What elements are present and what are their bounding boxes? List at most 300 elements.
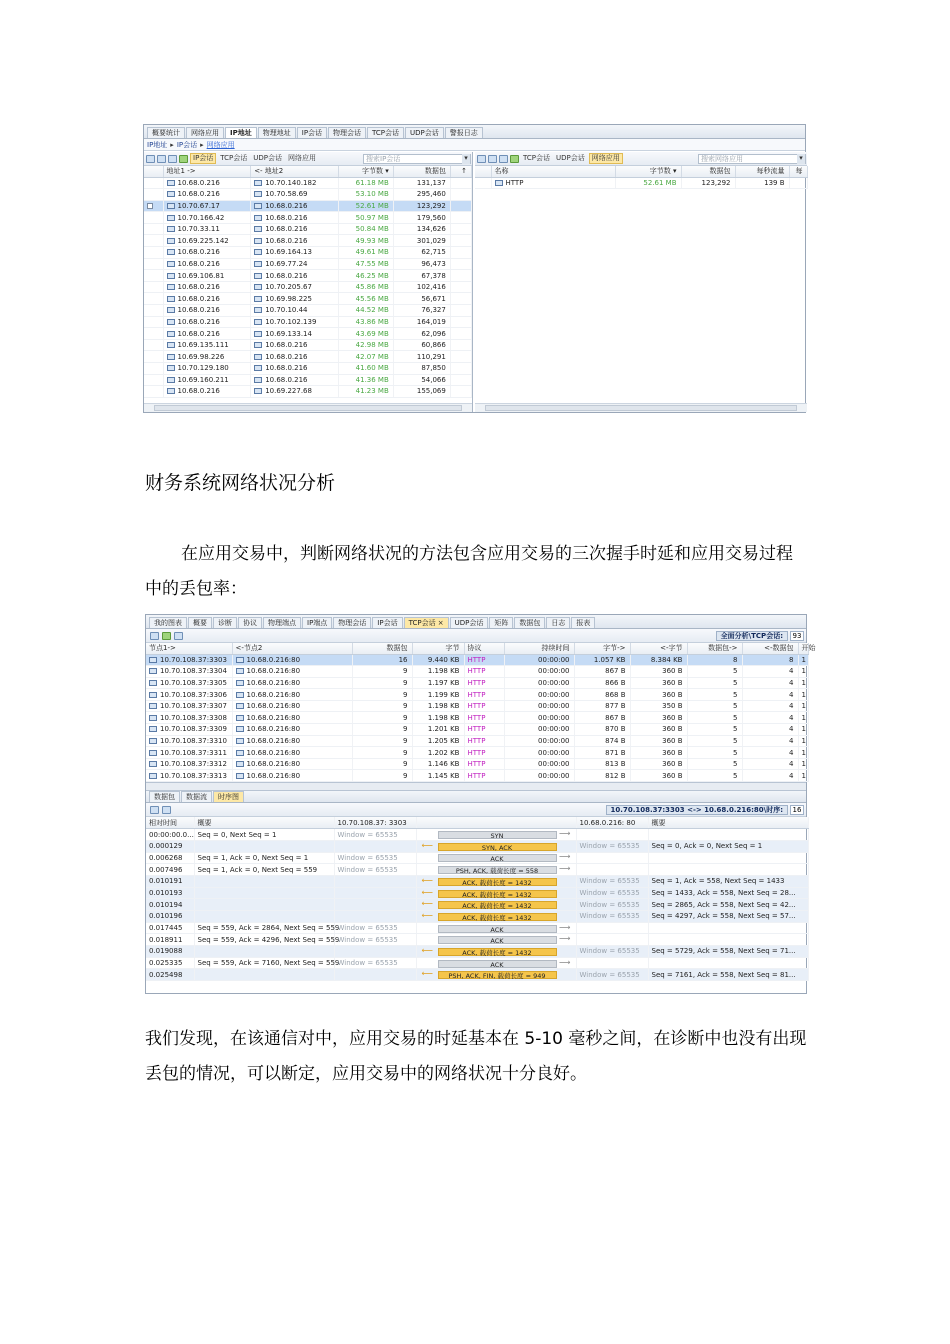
arrow-cell: [416, 899, 576, 911]
table-cell: [574, 689, 630, 701]
cell-text: 1.198 KB: [427, 667, 460, 676]
table-row[interactable]: [146, 689, 808, 701]
cell-text: 10.68.0.216: [265, 236, 308, 245]
table-row[interactable]: [146, 666, 808, 678]
tab[interactable]: 数据包: [514, 617, 545, 628]
column-header[interactable]: 每: [789, 166, 807, 177]
relative-time: 0.019088: [146, 946, 194, 958]
flow-header-cell: 10.68.0.216: 80: [576, 817, 648, 829]
flow-count: 16: [790, 805, 804, 815]
cell-text: 00:00:00: [538, 736, 570, 745]
row-checkbox-cell[interactable]: [144, 189, 163, 201]
cell-text: HTTP: [467, 713, 486, 722]
tab[interactable]: 矩阵: [489, 617, 513, 628]
left-window: [334, 875, 416, 887]
filter-icon[interactable]: [477, 155, 486, 163]
refresh-icon[interactable]: [174, 632, 183, 640]
arrow-cell: [416, 840, 576, 852]
table-cell: [232, 770, 352, 782]
flow-row[interactable]: [146, 887, 808, 899]
checkbox-icon[interactable]: [147, 203, 153, 209]
options-icon[interactable]: [168, 155, 177, 163]
tab[interactable]: UDP会话: [450, 617, 489, 628]
tab[interactable]: 协议: [238, 617, 262, 628]
empty-cell: [450, 351, 471, 363]
column-header[interactable]: <- 地址2: [251, 166, 339, 177]
table-row[interactable]: [146, 712, 808, 724]
flow-row[interactable]: [146, 957, 808, 969]
network-node-icon: [254, 296, 262, 302]
search-input[interactable]: 搜索IP会话 ▾: [363, 154, 471, 164]
table-row[interactable]: [144, 328, 472, 340]
table-row[interactable]: [144, 363, 472, 375]
green-icon[interactable]: [510, 155, 519, 163]
table-row[interactable]: [144, 258, 472, 270]
cell-text: 53.10 MB: [355, 190, 389, 199]
column-header[interactable]: ↑: [450, 166, 471, 177]
table-row[interactable]: [144, 177, 472, 189]
tab[interactable]: UDP会话: [405, 127, 444, 138]
relative-time: 0.006268: [146, 852, 194, 864]
row-checkbox-cell[interactable]: [144, 281, 163, 293]
table-cell: [798, 654, 808, 666]
cell-text: 1.198 KB: [427, 713, 460, 722]
right-summary: Seq = 1, Ack = 558, Next Seq = 1433: [648, 875, 808, 887]
cell-text: 8: [789, 655, 794, 664]
lower-tab[interactable]: 数据包: [149, 791, 180, 802]
cell-text: 47.55 MB: [355, 259, 389, 268]
arrow-cell: [416, 911, 576, 923]
flow-header-cell: 概要: [648, 817, 808, 829]
options-icon[interactable]: [499, 155, 508, 163]
breadcrumb-item[interactable]: IP地址: [147, 141, 168, 149]
cell-text: 60,866: [421, 341, 446, 350]
cell-text: 1.057 KB: [593, 655, 626, 664]
cell-text: 10.68.0.216:80: [246, 771, 301, 780]
table-cell: [163, 316, 251, 328]
cell-text: 10.68.0.216: [177, 294, 220, 303]
column-header[interactable]: 字节数 ▾: [338, 166, 393, 177]
column-header[interactable]: 协议: [464, 643, 504, 654]
table-cell: [464, 677, 504, 689]
network-node-icon: [167, 284, 175, 290]
toolbar-button[interactable]: IP会话: [190, 153, 216, 164]
tab[interactable]: 物理端点: [263, 617, 301, 628]
arrow-cell: [416, 969, 576, 981]
table-row[interactable]: [144, 189, 472, 201]
flow-row[interactable]: [146, 911, 808, 923]
cell-text: 10.69.227.68: [265, 387, 312, 396]
tab[interactable]: IP端点: [302, 617, 332, 628]
cell-text: 56,671: [421, 294, 446, 303]
cell-text: 9: [403, 760, 408, 769]
table-row[interactable]: [144, 386, 472, 398]
cell-text: 870 B: [605, 725, 626, 734]
column-header[interactable]: 数据包->: [687, 643, 742, 654]
table-cell: [798, 747, 808, 759]
table-row[interactable]: [144, 200, 472, 212]
cell-text: 10.70.108.37:3306: [160, 690, 227, 699]
refresh-icon[interactable]: [162, 806, 171, 814]
column-header[interactable]: 数据包: [681, 166, 735, 177]
network-node-icon: [254, 388, 262, 394]
row-checkbox-cell[interactable]: [144, 200, 163, 212]
tab[interactable]: TCP会话: [367, 127, 404, 138]
table-cell: [393, 351, 450, 363]
empty-cell: [450, 386, 471, 398]
row-checkbox-cell[interactable]: [144, 212, 163, 224]
table-row[interactable]: [144, 247, 472, 259]
toolbar-button[interactable]: 网络应用: [589, 153, 623, 164]
cell-text: 9: [403, 702, 408, 711]
table-cell: [338, 328, 393, 340]
row-checkbox-cell[interactable]: [144, 339, 163, 351]
network-node-icon: [167, 319, 175, 325]
table-cell: [232, 712, 352, 724]
table-row[interactable]: [144, 316, 472, 328]
breadcrumb-item[interactable]: 网络应用: [206, 141, 235, 149]
left-summary: [194, 887, 334, 899]
cell-text: 1: [801, 760, 806, 769]
row-checkbox-cell[interactable]: [144, 363, 163, 375]
flow-row[interactable]: [146, 852, 808, 864]
cell-text: 41.36 MB: [355, 375, 389, 384]
table-row[interactable]: [144, 212, 472, 224]
tab[interactable]: 我的图表: [149, 617, 187, 628]
table-cell: [574, 712, 630, 724]
cell-text: 52.61 MB: [643, 178, 677, 187]
network-node-icon: [149, 692, 157, 698]
row-checkbox-cell[interactable]: [144, 258, 163, 270]
tab[interactable]: 概要: [188, 617, 212, 628]
flow-row[interactable]: [146, 899, 808, 911]
table-row[interactable]: [146, 758, 808, 770]
cell-text: 155,069: [416, 387, 446, 396]
table-cell: [630, 666, 687, 678]
cell-text: 164,019: [416, 317, 446, 326]
empty-cell: [450, 374, 471, 386]
network-node-icon: [236, 715, 244, 721]
network-node-icon: [254, 284, 262, 290]
table-row[interactable]: [475, 177, 807, 189]
table-cell: [146, 747, 232, 759]
tab[interactable]: IP会话: [297, 127, 327, 138]
row-checkbox-cell[interactable]: [144, 374, 163, 386]
cell-text: 61.18 MB: [355, 178, 389, 187]
row-checkbox-cell[interactable]: [144, 351, 163, 363]
cell-text: 1: [801, 702, 806, 711]
network-node-icon: [236, 750, 244, 756]
list-icon[interactable]: [150, 632, 159, 640]
table-cell: [338, 316, 393, 328]
left-summary: Seq = 559, Ack = 4296, Next Seq = 559: [194, 934, 334, 946]
network-node-icon: [236, 668, 244, 674]
column-header[interactable]: 持续时间: [504, 643, 574, 654]
cell-text: 9.440 KB: [427, 655, 460, 664]
relative-time: 0.010196: [146, 911, 194, 923]
arrow-right-icon: [420, 853, 573, 862]
cell-text: 4: [789, 736, 794, 745]
table-row[interactable]: [144, 293, 472, 305]
tab[interactable]: 报表: [571, 617, 595, 628]
network-node-icon: [167, 354, 175, 360]
row-checkbox-cell[interactable]: [144, 316, 163, 328]
empty-cell: [450, 177, 471, 189]
horizontal-scrollbar[interactable]: [475, 403, 807, 412]
table-row[interactable]: [146, 700, 808, 712]
network-node-icon: [167, 342, 175, 348]
table-cell: [464, 689, 504, 701]
table-row[interactable]: [144, 374, 472, 386]
table-row[interactable]: [144, 281, 472, 293]
cell-text: 5: [733, 760, 738, 769]
packet-label: ⟵ ACK, 载荷长度 = 1432: [438, 948, 557, 956]
toolbar-button[interactable]: 网络应用: [288, 154, 317, 162]
splitter[interactable]: [146, 782, 806, 791]
table-cell: [163, 305, 251, 317]
table-cell: [393, 223, 450, 235]
tab[interactable]: 诊断: [213, 617, 237, 628]
tab[interactable]: 物理会话: [328, 127, 366, 138]
top-tab-bar: [146, 615, 806, 629]
table-cell: [393, 293, 450, 305]
search-input[interactable]: 搜索网络应用 ▾: [698, 154, 806, 164]
cell-text: 10.68.0.216:80: [246, 713, 301, 722]
right-window: [576, 864, 648, 876]
arrow-cell: [416, 922, 576, 934]
arrow-left-icon: [420, 912, 573, 921]
left-summary: [194, 875, 334, 887]
flow-row[interactable]: [146, 946, 808, 958]
cell-text: 10.68.0.216: [265, 364, 308, 373]
table-cell: [251, 386, 339, 398]
network-node-icon: [236, 657, 244, 663]
green-icon[interactable]: [179, 155, 188, 163]
cell-text: 10.68.0.216: [177, 248, 220, 257]
table-cell: [504, 712, 574, 724]
toolbar-button[interactable]: TCP会话: [523, 154, 550, 162]
row-checkbox-cell[interactable]: [144, 247, 163, 259]
tab[interactable]: 概要统计: [147, 127, 185, 138]
table-cell: [163, 235, 251, 247]
row-checkbox-cell[interactable]: [144, 386, 163, 398]
arrow-left-icon: [420, 970, 573, 979]
arrow-cell: [416, 829, 576, 841]
row-checkbox-cell[interactable]: [144, 305, 163, 317]
column-header[interactable]: 数据包: [352, 643, 412, 654]
left-summary: [194, 969, 334, 981]
filter-icon[interactable]: [146, 155, 155, 163]
column-header[interactable]: 开始: [798, 643, 808, 654]
breadcrumb-item[interactable]: IP会话: [176, 141, 198, 149]
cell-text: 00:00:00: [538, 760, 570, 769]
table-cell: [464, 666, 504, 678]
tab[interactable]: 警报日志: [445, 127, 483, 138]
table-row[interactable]: [144, 351, 472, 363]
table-cell: [393, 316, 450, 328]
cell-text: 10.69.77.24: [265, 259, 308, 268]
filter-icon[interactable]: [150, 806, 159, 814]
toolbar-button[interactable]: UDP会话: [555, 154, 585, 162]
flow-row[interactable]: [146, 875, 808, 887]
table-row[interactable]: [146, 724, 808, 736]
table-cell: [574, 666, 630, 678]
cell-text: 10.70.108.37:3311: [160, 748, 227, 757]
cell-text: 42.98 MB: [355, 341, 389, 350]
column-header[interactable]: 节点1->: [146, 643, 232, 654]
cell-text: 00:00:00: [538, 678, 570, 687]
cell-text: 52.61 MB: [355, 201, 389, 210]
view-icon[interactable]: [157, 155, 166, 163]
table-cell: [491, 177, 615, 189]
column-header[interactable]: <-数据包: [742, 643, 798, 654]
view-icon[interactable]: [488, 155, 497, 163]
table-row[interactable]: [144, 270, 472, 282]
arrow-left-icon: [420, 900, 573, 909]
cell-text: 00:00:00: [538, 690, 570, 699]
table-cell: [163, 200, 251, 212]
tab[interactable]: 网络应用: [186, 127, 224, 138]
right-summary: [648, 864, 808, 876]
left-window: Window = 65535: [334, 864, 416, 876]
horizontal-scrollbar[interactable]: [144, 403, 472, 412]
row-checkbox-cell[interactable]: [144, 177, 163, 189]
table-cell: [798, 712, 808, 724]
table-row[interactable]: [146, 677, 808, 689]
table-cell: [163, 328, 251, 340]
row-checkbox-cell[interactable]: [144, 328, 163, 340]
toolbar-button[interactable]: UDP会话: [253, 154, 283, 162]
row-checkbox-cell[interactable]: [144, 270, 163, 282]
network-node-icon: [149, 750, 157, 756]
flow-row[interactable]: [146, 969, 808, 981]
cell-text: 10.70.108.37:3313: [160, 771, 227, 780]
table-row[interactable]: [146, 654, 808, 666]
flow-row[interactable]: [146, 934, 808, 946]
right-window: Window = 65535: [576, 911, 648, 923]
table-row[interactable]: [146, 747, 808, 759]
cell-text: 8: [733, 655, 738, 664]
tab[interactable]: 日志: [546, 617, 570, 628]
table-row[interactable]: [146, 735, 808, 747]
column-header[interactable]: <-字节: [630, 643, 687, 654]
network-node-icon: [236, 692, 244, 698]
flow-row[interactable]: [146, 922, 808, 934]
table-cell: [232, 654, 352, 666]
right-summary: [648, 829, 808, 841]
network-node-icon: [167, 261, 175, 267]
table-cell: [464, 735, 504, 747]
cell-text: 10.70.108.37:3303: [160, 655, 227, 664]
cell-text: 1: [801, 690, 806, 699]
row-checkbox-cell[interactable]: [144, 235, 163, 247]
tab[interactable]: 物理会话: [333, 617, 371, 628]
network-node-icon: [254, 249, 262, 255]
tab[interactable]: IP会话: [372, 617, 402, 628]
table-row[interactable]: [144, 305, 472, 317]
table-row[interactable]: [144, 339, 472, 351]
column-header[interactable]: 字节: [412, 643, 464, 654]
flow-toolbar: [146, 803, 806, 817]
lower-tab[interactable]: 时序图: [213, 791, 244, 802]
flow-row[interactable]: [146, 864, 808, 876]
cell-text: 1.146 KB: [427, 760, 460, 769]
column-header[interactable]: 每秒流量: [735, 166, 789, 177]
table-cell: [146, 724, 232, 736]
table-cell: [412, 689, 464, 701]
cell-text: 10.68.0.216: [177, 306, 220, 315]
empty-cell: [450, 258, 471, 270]
cell-text: HTTP: [467, 748, 486, 757]
table-cell: [338, 223, 393, 235]
packet-label: ⟵ ACK, 载荷长度 = 1432: [438, 901, 557, 909]
table-cell: [464, 724, 504, 736]
cell-text: 1: [801, 771, 806, 780]
row-checkbox-cell[interactable]: [144, 293, 163, 305]
tab[interactable]: 物理地址: [258, 127, 296, 138]
table-row[interactable]: [146, 770, 808, 782]
tab[interactable]: IP地址: [225, 127, 257, 138]
table-cell: [574, 735, 630, 747]
table-row[interactable]: [144, 235, 472, 247]
table-cell: [735, 177, 789, 189]
cell-text: HTTP: [467, 771, 486, 780]
cell-text: 10.70.205.67: [265, 283, 312, 292]
cell-text: 10.70.129.180: [177, 364, 229, 373]
cell-text: 62,715: [421, 248, 446, 257]
lower-tab[interactable]: 数据流: [181, 791, 212, 802]
column-header[interactable]: 名称: [491, 166, 615, 177]
table-cell: [687, 654, 742, 666]
cell-text: 350 B: [662, 702, 683, 711]
table-cell: [412, 770, 464, 782]
tcp-session-screenshot: [145, 614, 816, 994]
column-header[interactable]: 字节数 ▾: [615, 166, 681, 177]
network-node-icon: [236, 703, 244, 709]
network-node-icon: [167, 296, 175, 302]
cell-text: HTTP: [467, 690, 486, 699]
row-checkbox-cell[interactable]: [144, 223, 163, 235]
column-header[interactable]: <-节点2: [232, 643, 352, 654]
table-cell: [630, 735, 687, 747]
cell-text: 179,560: [416, 213, 446, 222]
left-toolbar: [144, 152, 472, 166]
cell-text: 867 B: [605, 713, 626, 722]
flow-row[interactable]: [146, 840, 808, 852]
cell-text: 4: [789, 713, 794, 722]
highlight-icon[interactable]: [162, 632, 171, 640]
column-header[interactable]: 数据包: [393, 166, 450, 177]
right-summary: [648, 922, 808, 934]
left-window: Window = 65535: [334, 852, 416, 864]
toolbar-button[interactable]: TCP会话: [220, 154, 248, 162]
table-row[interactable]: [144, 223, 472, 235]
flow-row[interactable]: [146, 829, 808, 841]
column-header[interactable]: 字节->: [574, 643, 630, 654]
packet-label: ACK: [438, 925, 557, 933]
tab[interactable]: TCP会话 ×: [404, 617, 449, 628]
right-summary: [648, 852, 808, 864]
table-cell: [232, 689, 352, 701]
table-cell: [251, 293, 339, 305]
network-node-icon: [167, 249, 175, 255]
table-cell: [504, 677, 574, 689]
cell-text: 10.68.0.216: [177, 387, 220, 396]
cell-text: 10.70.108.37:3309: [160, 725, 227, 734]
column-header[interactable]: 地址1 ->: [163, 166, 251, 177]
table-cell: [251, 351, 339, 363]
cell-text: 9: [403, 678, 408, 687]
